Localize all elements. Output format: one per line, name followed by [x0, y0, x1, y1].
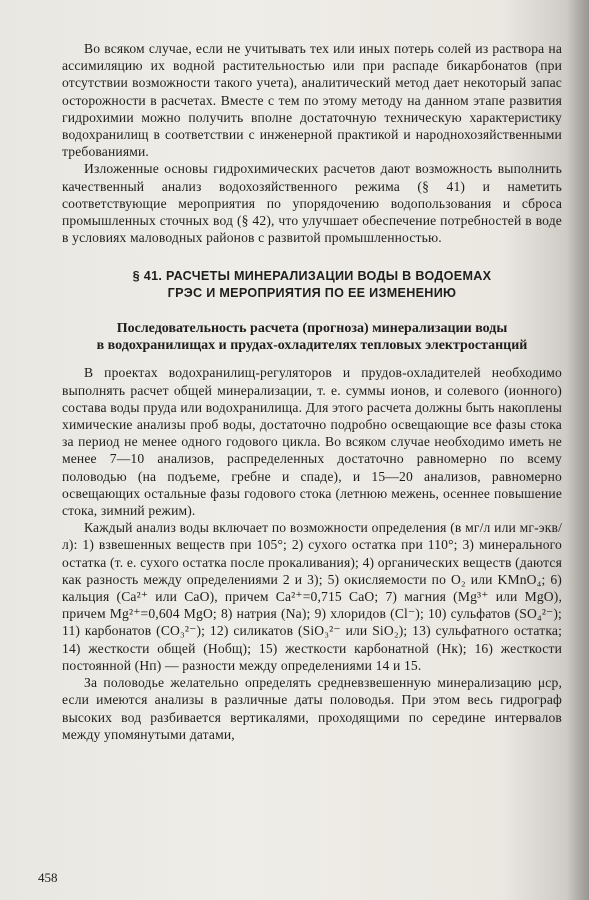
paragraph: В проектах водохранилищ-регуляторов и прудов-охладителей необходимо выполнять расчет общей минерализации, т. е. суммы ионов, и солевого (ионного) состава воды пруда или водохранилища. Для этого расчета должны быть накоплены химические анализы проб воды, достаточно подробно освещающие все фазы стока за период не менее одного годового цикла. Во всяком случае необходимо иметь не менее 7—10 анализов, распределенных достаточно равномерно по всему половодью (на подъеме, гребне и спаде), и 15—20 анализов, равномерно освещающих остальные фазы годового стока (летнюю межень, осеннее повышение стока, зимний режим).	[62, 365, 562, 519]
section-heading	[62, 268, 562, 302]
paragraph: Изложенные основы гидрохимических расчетов дают возможность выполнить качественный анализ водохозяйственного режима (§ 41) и наметить соответствующие мероприятия по упорядочению водопользования и сброса промышленных сточных вод (§ 42), что улучшает обеспечение потребностей в воде в условиях маловодных районов с развитой промышленностью.	[62, 161, 562, 246]
page-number: 458	[38, 870, 58, 885]
paragraph: За половодье желательно определять средневзвешенную минерализацию μср, если имеются анализы в различные даты половодья. При этом весь гидрограф высоких вод разбивается вертикалями, проходящими по середине интервалов между упомянутыми датами,	[62, 675, 562, 742]
subheading-line: в водохранилищах и прудах-охладителях тепловых электростанций	[96, 338, 528, 354]
section-heading-line: ГРЭС И МЕРОПРИЯТИЯ ПО ЕЕ ИЗМЕНЕНИЮ	[167, 286, 457, 301]
page-body	[62, 40, 562, 743]
book-spine-shadow	[567, 0, 589, 900]
paragraph: Каждый анализ воды включает по возможности определения (в мг/л или мг-экв/л): 1) взвешенных веществ при 105°; 2) сухого остатка при 110°; 3) минерального остатка (т. е. сухого остатка после прокаливания); 4) органических веществ (даются как разность между определениями 2 и 3); 5) окисляемости по O₂ или KMnO₄; 6) кальция (Ca²⁺ или CaO), причем Ca²⁺=0,715 CaO; 7) магния (Mg³⁺ или MgO), причем Mg²⁺=0,604 MgO; 8) натрия (Na); 9) хлоридов (Cl⁻); 10) сульфатов (SO₄²⁻); 11) карбонатов (CO₃²⁻); 12) силикатов (SiO₃²⁻ или SiO₂); 13) сульфатного остатка; 14) жесткости общей (Hобщ); 15) жесткости карбонатной (Hк); 16) жесткости постоянной (Hп) — разности между определениями 14 и 15.	[62, 520, 562, 673]
subheading-line: Последовательность расчета (прогноза) минерализации воды	[116, 321, 508, 337]
paragraph: Во всяком случае, если не учитывать тех или иных потерь солей из раствора на ассимиляцию их водной растительностью или при распаде бикарбонатов (при отсутствии возможности такого учета), аналитический метод дает некоторый запас осторожности в расчетах. Вместе с тем по этому методу на данном этапе развития гидрохимии можно получить вполне достаточную техническую характеристику водохранилищ в соответствии с инженерной практикой и народнохозяйственными требованиями.	[62, 41, 562, 160]
section-heading-line: § 41. РАСЧЕТЫ МИНЕРАЛИЗАЦИИ ВОДЫ В ВОДОЕМАХ	[132, 269, 492, 284]
subheading	[62, 320, 562, 354]
